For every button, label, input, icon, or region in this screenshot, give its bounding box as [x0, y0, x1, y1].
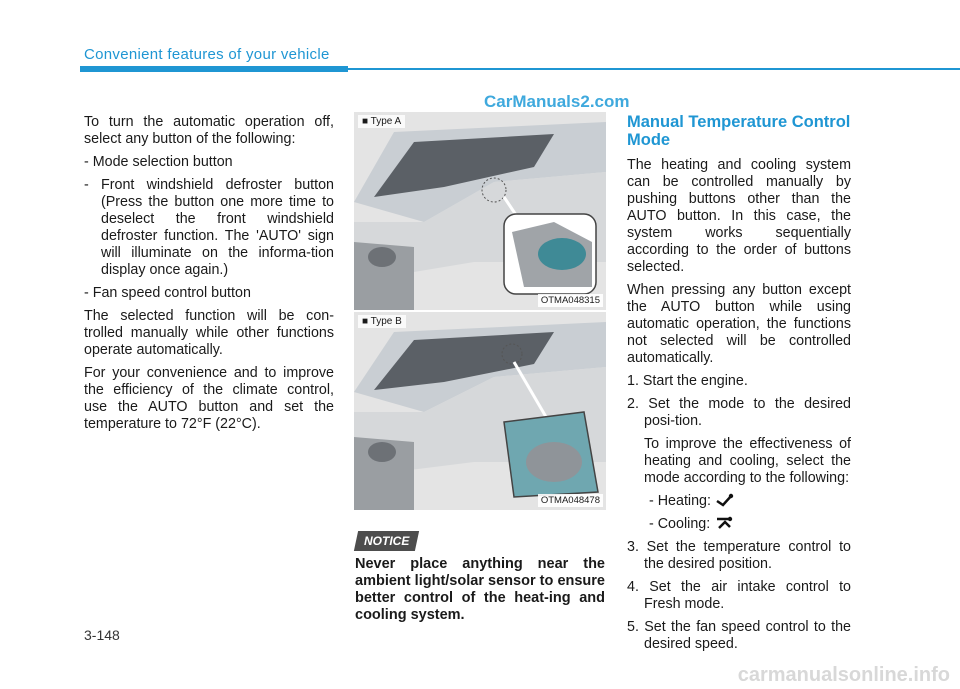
- section-title: Manual Temperature Control Mode: [627, 113, 851, 149]
- cooling-mode-line: - Cooling:: [627, 516, 851, 533]
- step-item: 5. Set the fan speed control to the desired speed.: [627, 619, 851, 652]
- list-item: - Mode selection button: [84, 154, 233, 170]
- figure-type-label: ■ Type B: [358, 315, 406, 328]
- car-illustration: [354, 312, 606, 510]
- intro-paragraph: To turn the automatic operation off, select any button of the following:: [84, 114, 334, 147]
- step-detail: To improve the effectiveness of heating and cooling, select the mode according to the following:: [644, 436, 851, 486]
- figure-code: OTMA048315: [538, 294, 603, 307]
- heating-mode-icon: [715, 493, 735, 507]
- header-accent-bar: [80, 66, 348, 72]
- step-item: 4. Set the air intake control to Fresh mode.: [627, 579, 851, 612]
- section-header-title: Convenient features of your vehicle: [84, 46, 330, 63]
- notice-text: Never place anything near the ambient light/solar sensor to ensure better control of the heat-ing and cooling system.: [355, 556, 605, 623]
- car-illustration: [354, 112, 606, 310]
- list-item: - Fan speed control button: [84, 285, 251, 301]
- list-item: - Front windshield defroster button (Press the button one more time to deselect the front windshield defroster function. The 'AUTO' sign will illuminate on the informa-tion display once again.): [84, 177, 334, 278]
- step-item: 1. Start the engine.: [627, 373, 748, 389]
- figure-type-label: ■ Type A: [358, 115, 405, 128]
- watermark-top: CarManuals2.com: [484, 92, 630, 111]
- paragraph: When pressing any button except the AUTO button while using automatic operation, the functions not selected will be controlled automatically.: [627, 282, 851, 366]
- paragraph: The heating and cooling system can be controlled manually by pushing buttons other than the AUTO button. In this case, the system works sequentially according to the order of buttons selected.: [627, 157, 851, 275]
- right-column: [627, 113, 851, 659]
- paragraph: For your convenience and to improve the efficiency of the climate control, use the AUTO button and set the temperature to 72°F (22°C).: [84, 365, 334, 432]
- paragraph: The selected function will be con-trolled manually while other functions operate automatically.: [84, 308, 334, 358]
- figure-type-a: [354, 112, 606, 310]
- step-item: 2. Set the mode to the desired posi-tion.: [627, 396, 851, 429]
- cooling-mode-icon: [714, 516, 734, 530]
- figure-type-b: [354, 312, 606, 510]
- figure-code: OTMA048478: [538, 494, 603, 507]
- left-column: [84, 114, 334, 439]
- step-item: 3. Set the temperature control to the desired position.: [627, 539, 851, 572]
- watermark-bottom: carmanualsonline.info: [737, 664, 950, 686]
- heating-mode-line: - Heating:: [627, 493, 851, 510]
- notice-badge: NOTICE: [354, 531, 420, 551]
- page-number: 3-148: [84, 627, 120, 643]
- header-rule: [348, 68, 960, 70]
